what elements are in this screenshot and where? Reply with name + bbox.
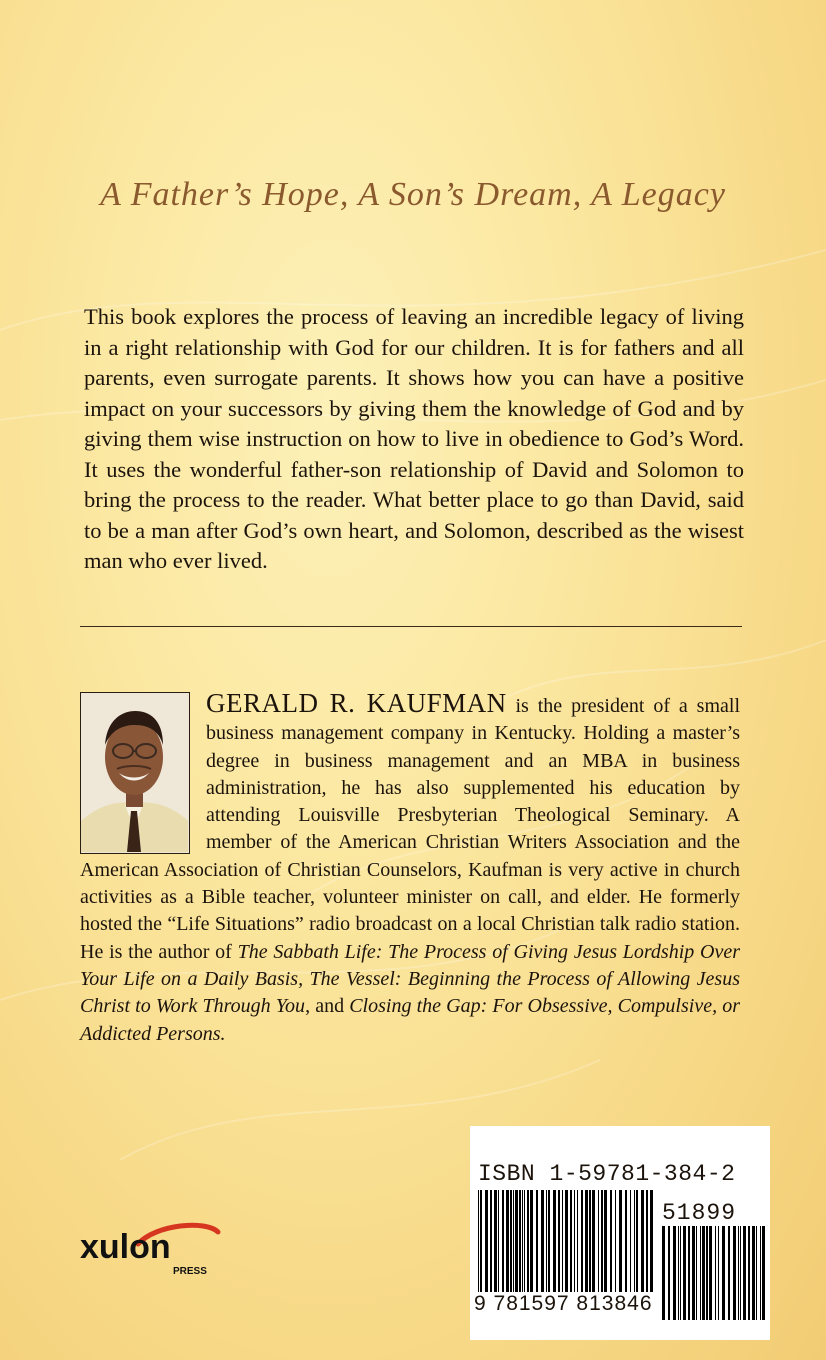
barcode-bar — [718, 1226, 719, 1320]
author-bio-connector: , and — [305, 995, 350, 1018]
book-description: This book explores the process of leaving an incredible legacy of living in a right relationship with God for our children. It is for fathers and all parents, even surrogate parents. It shows how you can have a positive impact on your successors by giving them the knowledge of God and by giving them wise instruction on how to live in obedience to God’s Word. It uses the wonderful father-son relationship of David and Solomon to bring the process to the reader. What better place to go than David, said to be a man after God’s own heart, and Solomon, described as the wisest man who ever lived. — [84, 304, 744, 573]
price-barcode — [662, 1226, 766, 1320]
ean-number: 9 781597 813846 — [474, 1292, 653, 1315]
author-bio-text: is the president of a small business management company in Kentucky. Holding a master’s degree in business management and an MBA in business administration, he has also supplemented his education by attending Louisville Presbyterian Theological Seminary. A member of the American Christian Writers Association and the American Association of Christian Counselors, Kaufman is very active in church activities as a Bible teacher, volunteer minister on call, and elder. He formerly hosted the “Life Situations” radio broadcast on a local Christian talk radio station. He is the author of — [80, 695, 741, 963]
barcode-bar — [692, 1226, 695, 1320]
barcode-bar — [700, 1226, 701, 1320]
barcode-bar — [728, 1226, 730, 1320]
barcode-bar — [738, 1226, 739, 1320]
barcode-bar — [702, 1226, 705, 1320]
barcode-bar — [722, 1226, 725, 1320]
barcode-bar — [709, 1226, 712, 1320]
barcode-bar — [706, 1226, 708, 1320]
barcode-bar — [662, 1226, 665, 1320]
barcode-bar — [733, 1226, 736, 1320]
publisher-logo — [78, 1218, 228, 1278]
barcode-bar — [743, 1226, 746, 1320]
barcode-bar — [760, 1226, 761, 1320]
publisher-logo-subtext: PRESS — [173, 1266, 207, 1277]
book-tagline: A Father’s Hope, A Son’s Dream, A Legacy — [100, 176, 726, 213]
barcode-bar — [680, 1226, 681, 1320]
barcode-bar — [673, 1226, 676, 1320]
price-code: 51899 — [662, 1200, 737, 1226]
barcode-bar — [668, 1226, 670, 1320]
author-bio — [80, 690, 740, 1048]
publisher-logo-text: xulon — [80, 1228, 171, 1266]
author-name: GERALD R. KAUFMAN — [206, 688, 507, 718]
barcode-bar — [740, 1226, 741, 1320]
author-book-title-last: Closing the Gap: For Obsessive, Compulsive, or Addicted Persons. — [80, 995, 740, 1045]
barcode-bar — [683, 1226, 686, 1320]
barcode-bar — [688, 1226, 690, 1320]
barcode-bar — [678, 1226, 679, 1320]
section-divider — [80, 626, 742, 627]
isbn-number: ISBN 1-59781-384-2 — [478, 1161, 736, 1187]
barcode-bar — [752, 1226, 755, 1320]
barcode-bar — [762, 1226, 765, 1320]
barcode-bar — [748, 1226, 750, 1320]
barcode-bar — [696, 1226, 697, 1320]
barcode-bar — [715, 1226, 716, 1320]
author-book-titles: The Sabbath Life: The Process of Giving Jesus Lordship Over Your Life on a Daily Basis, The Vessel: Beginning the Process of Allowing Jesus Christ to Work Through You — [80, 940, 740, 1018]
barcode-bar — [756, 1226, 757, 1320]
